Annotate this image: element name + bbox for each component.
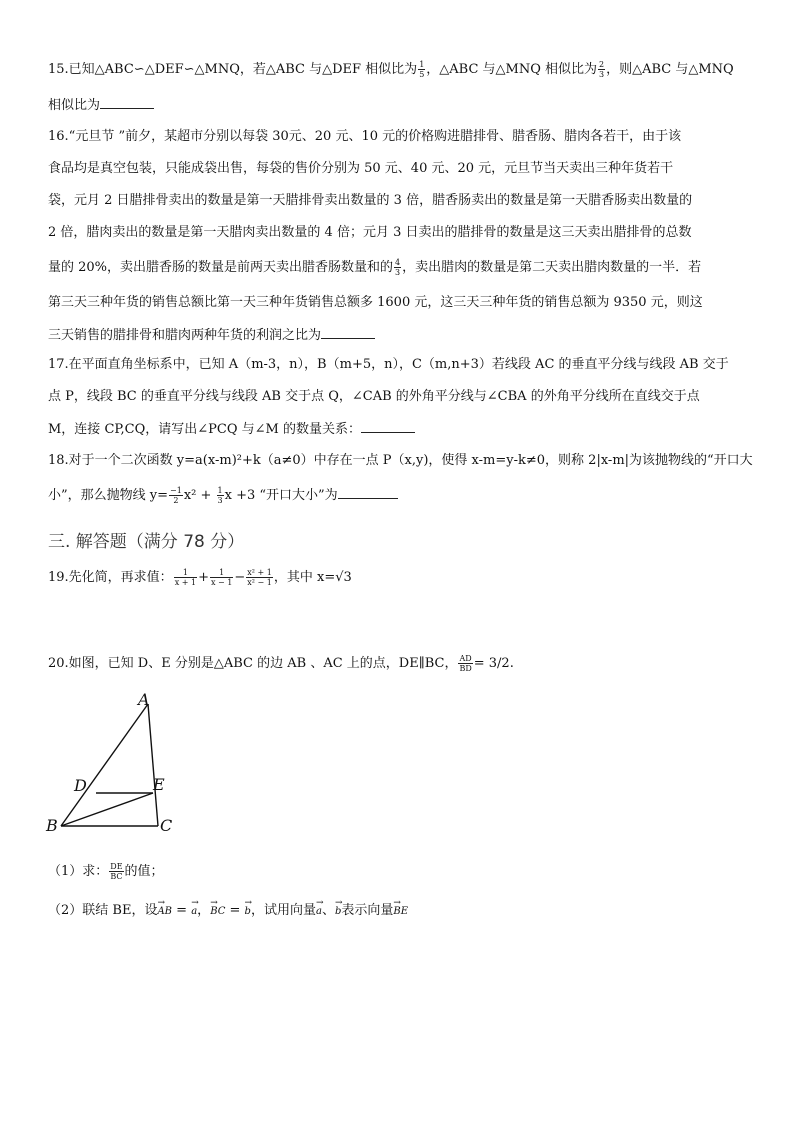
vector-ab: → AB <box>157 903 172 921</box>
q19-line: 19.先化简，再求值： $\frac{1}{x + 1}$ + $\frac{1}{x - 1}$ − $\frac{\text{x² + 1}}{\text{x² − 1}}$ ，其中 x=√3 <box>48 568 352 587</box>
segment-be <box>61 793 153 826</box>
q20-part1-fraction: $\frac{DE}{BC}$ <box>110 862 123 881</box>
q18-line1: 18.对于一个二次函数 y=a(x-m)²+k（a≠0）中存在一点 P（x,y)，使得 x-m=y-k≠0，则称 2|x-m|为该抛物线的“开口大 <box>48 453 753 468</box>
q20-part2: （2）联结 BE，设→ AB = → a，→ BC = → b，试用向量→ a、→ b表示向量→ BE <box>48 902 748 921</box>
vector-b-2: → b <box>335 903 341 921</box>
q18-fraction1: $\frac{-1}{2}$ <box>170 486 182 505</box>
q20-line: 20.如图，已知 D、E 分别是△ABC 的边 AB 、AC 上的点，DE∥BC， $\frac{AD}{BD}$ = 3/2. <box>48 654 514 673</box>
q15-line1 <box>48 60 748 79</box>
q19-fraction3: $\frac{\text{x² + 1}}{\text{x² − 1}}$ <box>247 568 272 587</box>
q16-line2: 食品均是真空包装，只能成袋出售，每袋的售价分别为 50 元、40 元、20 元，元旦节当天卖出三种年货若干 <box>48 161 674 176</box>
q15-answer-blank[interactable] <box>100 96 154 109</box>
vector-a-2: → a <box>316 903 322 921</box>
q19-fraction1: $\frac{1}{x + 1}$ <box>174 568 197 587</box>
q15-text3: ，则△ABC 与△MNQ <box>606 62 734 77</box>
side-ac <box>148 704 158 826</box>
q17-answer-blank[interactable] <box>361 420 415 433</box>
q16-line3: 袋，元月 2 日腊排骨卖出的数量是第一天腊排骨卖出数量的 3 倍，腊香肠卖出的数量是第一天腊香肠卖出数量的 <box>48 193 693 208</box>
vector-bc: → BC <box>210 903 225 921</box>
label-a: A <box>138 690 150 709</box>
section-heading: 三. 解答题（满分 78 分） <box>48 532 245 552</box>
q17-line3: M，连接 CP,CQ，请写出∠PCQ 与∠M 的数量关系： <box>48 420 748 439</box>
q15-text4: 相似比为 <box>48 98 101 113</box>
q18-line2: 小”，那么抛物线 y= $\frac{-1}{2}$ x² + $\frac{1}{3}$ x +3 “开口大小”为 <box>48 486 748 505</box>
q20-ratio-fraction: $\frac{AD}{BD}$ <box>459 654 472 673</box>
label-d: D <box>74 776 87 795</box>
q16-line6: 第三天三种年货的销售总额比第一天三种年货销售总额多 1600 元，这三天三种年货的销售总额为 9350 元，则这 <box>48 295 703 310</box>
vector-a: → a <box>191 903 197 921</box>
q15-fraction2: $\frac{2}{3}$ <box>599 60 605 79</box>
label-c: C <box>160 816 173 835</box>
q16-answer-blank[interactable] <box>321 326 375 339</box>
q15-text: 15.已知△ABC∽△DEF∽△MNQ，若△ABC 与△DEF 相似比为 <box>48 62 418 77</box>
q16-line4: 2 倍，腊肉卖出的数量是第一天腊肉卖出数量的 4 倍；元月 3 日卖出的腊排骨的数量是这三天卖出腊排骨的总数 <box>48 225 692 240</box>
vector-b: → b <box>245 903 251 921</box>
q16-line7: 三天销售的腊排骨和腊肉两种年货的利润之比为 <box>48 326 748 345</box>
q15-text2: ，△ABC 与△MNQ 相似比为 <box>426 62 598 77</box>
q16-line1: 16.“元旦节 ”前夕，某超市分别以每袋 30元、20 元、10 元的价格购进腊排骨、腊香肠、腊肉各若干，由于该 <box>48 129 682 144</box>
triangle-figure <box>40 690 190 840</box>
q17-line2: 点 P，线段 BC 的垂直平分线与线段 AB 交于点 Q，∠CAB 的外角平分线与∠CBA 的外角平分线所在直线交于点 <box>48 389 700 404</box>
q19-fraction2: $\frac{1}{x - 1}$ <box>210 568 233 587</box>
label-e: E <box>153 775 165 794</box>
side-ab <box>61 704 148 826</box>
q17-line1: 17.在平面直角坐标系中，已知 A（m-3，n），B（m+5，n），C（m,n+3）若线段 AC 的垂直平分线与线段 AB 交于 <box>48 357 729 372</box>
label-b: B <box>46 816 58 835</box>
q18-answer-blank[interactable] <box>338 486 398 499</box>
vector-be: → BE <box>393 903 408 921</box>
q15-fraction1: $\frac{1}{5}$ <box>419 60 425 79</box>
q16-line5: 量的 20%，卖出腊香肠的数量是前两天卖出腊香肠数量和的 $\frac{4}{3}$ ，卖出腊肉的数量是第二天卖出腊肉数量的一半．若 <box>48 258 702 277</box>
q20-part1: （1）求： $\frac{DE}{BC}$ 的值； <box>48 862 164 881</box>
q16-fraction: $\frac{4}{3}$ <box>395 258 401 277</box>
q18-fraction2: $\frac{1}{3}$ <box>217 486 223 505</box>
q15-line2 <box>48 96 748 115</box>
